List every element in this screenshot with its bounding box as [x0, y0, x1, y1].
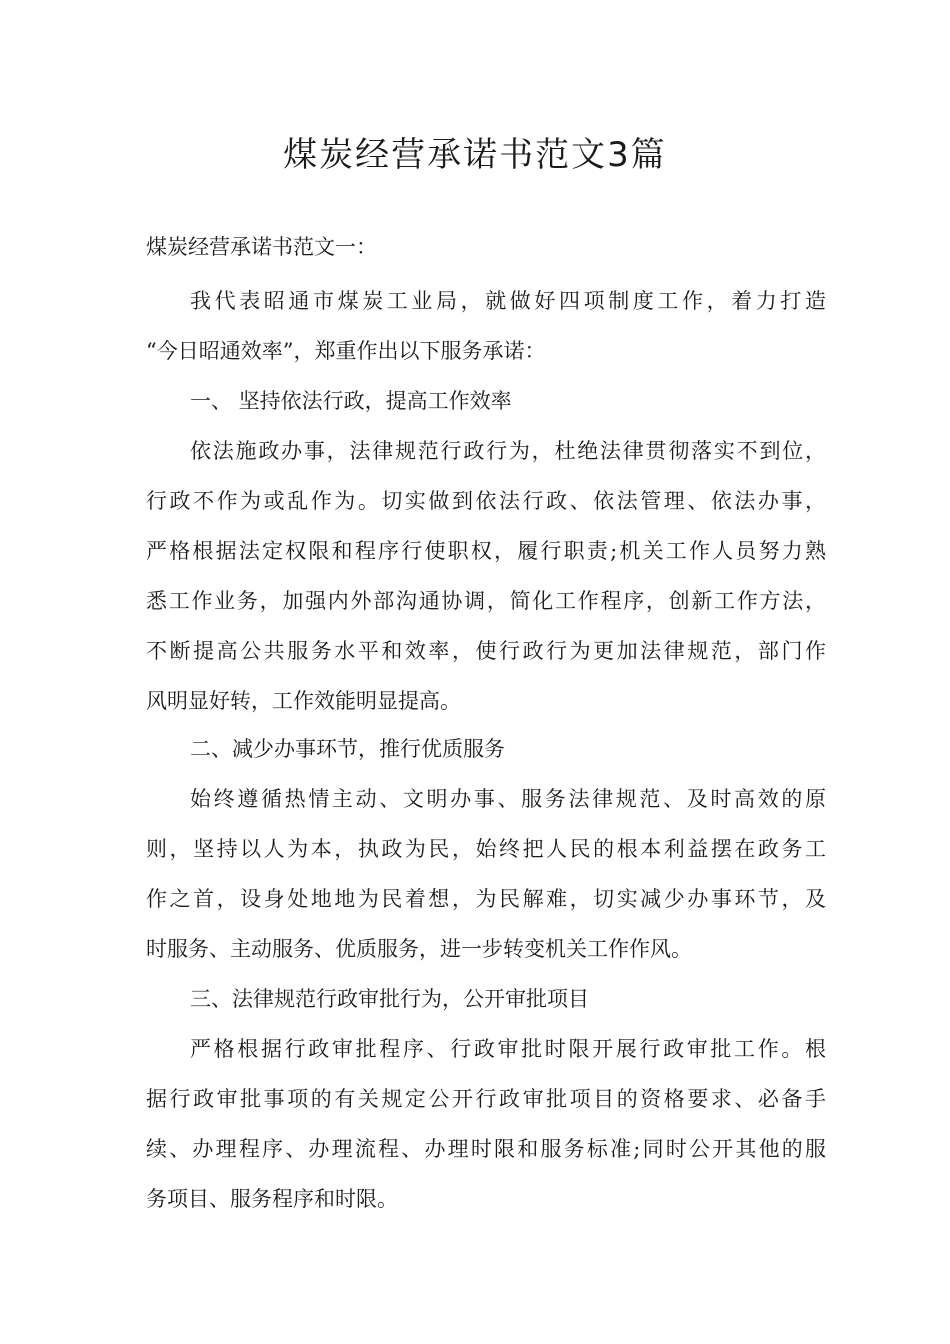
- paragraph-line: 始终遵循热情主动、文明办事、服务法律规范、及时高效的原: [190, 787, 826, 811]
- paragraph-line: 据行政审批事项的有关规定公开行政审批项目的资格要求、必备手: [146, 1087, 826, 1111]
- paragraph-line: 悉工作业务，加强内外部沟通协调，简化工作程序，创新工作方法，: [146, 589, 826, 613]
- paragraph-line: 续、办理程序、办理流程、办理时限和服务标准;同时公开其他的服: [146, 1137, 826, 1161]
- document-title: 煤炭经营承诺书范文3篇: [283, 135, 667, 175]
- item-heading: 三、法律规范行政审批行为，公开审批项目: [190, 987, 589, 1011]
- paragraph-line: 时服务、主动服务、优质服务，进一步转变机关工作作风。: [146, 937, 692, 961]
- paragraph-line: 依法施政办事，法律规范行政行为，杜绝法律贯彻落实不到位，: [190, 439, 826, 463]
- paragraph-line: 严格根据法定权限和程序行使职权，履行职责;机关工作人员努力熟: [146, 539, 826, 563]
- paragraph-line: “今日昭通效率”，郑重作出以下服务承诺：: [146, 339, 546, 363]
- paragraph-line: 风明显好转，工作效能明显提高。: [146, 689, 461, 713]
- paragraph-line: 作之首，设身处地地为民着想，为民解难，切实减少办事环节，及: [146, 887, 826, 911]
- paragraph-line: 则，坚持以人为本，执政为民，始终把人民的根本利益摆在政务工: [146, 837, 826, 861]
- section-heading: 煤炭经营承诺书范文一：: [146, 235, 377, 259]
- paragraph-line: 不断提高公共服务水平和效率，使行政行为更加法律规范，部门作: [146, 639, 826, 663]
- paragraph-line: 严格根据行政审批程序、行政审批时限开展行政审批工作。根: [190, 1037, 826, 1061]
- item-heading: 二、减少办事环节，推行优质服务: [190, 737, 505, 761]
- paragraph-line: 我代表昭通市煤炭工业局，就做好四项制度工作，着力打造: [190, 289, 826, 313]
- item-heading: 一、 坚持依法行政，提高工作效率: [190, 389, 512, 413]
- paragraph-line: 行政不作为或乱作为。切实做到依法行政、依法管理、依法办事，: [146, 489, 826, 513]
- paragraph-line: 务项目、服务程序和时限。: [146, 1187, 398, 1211]
